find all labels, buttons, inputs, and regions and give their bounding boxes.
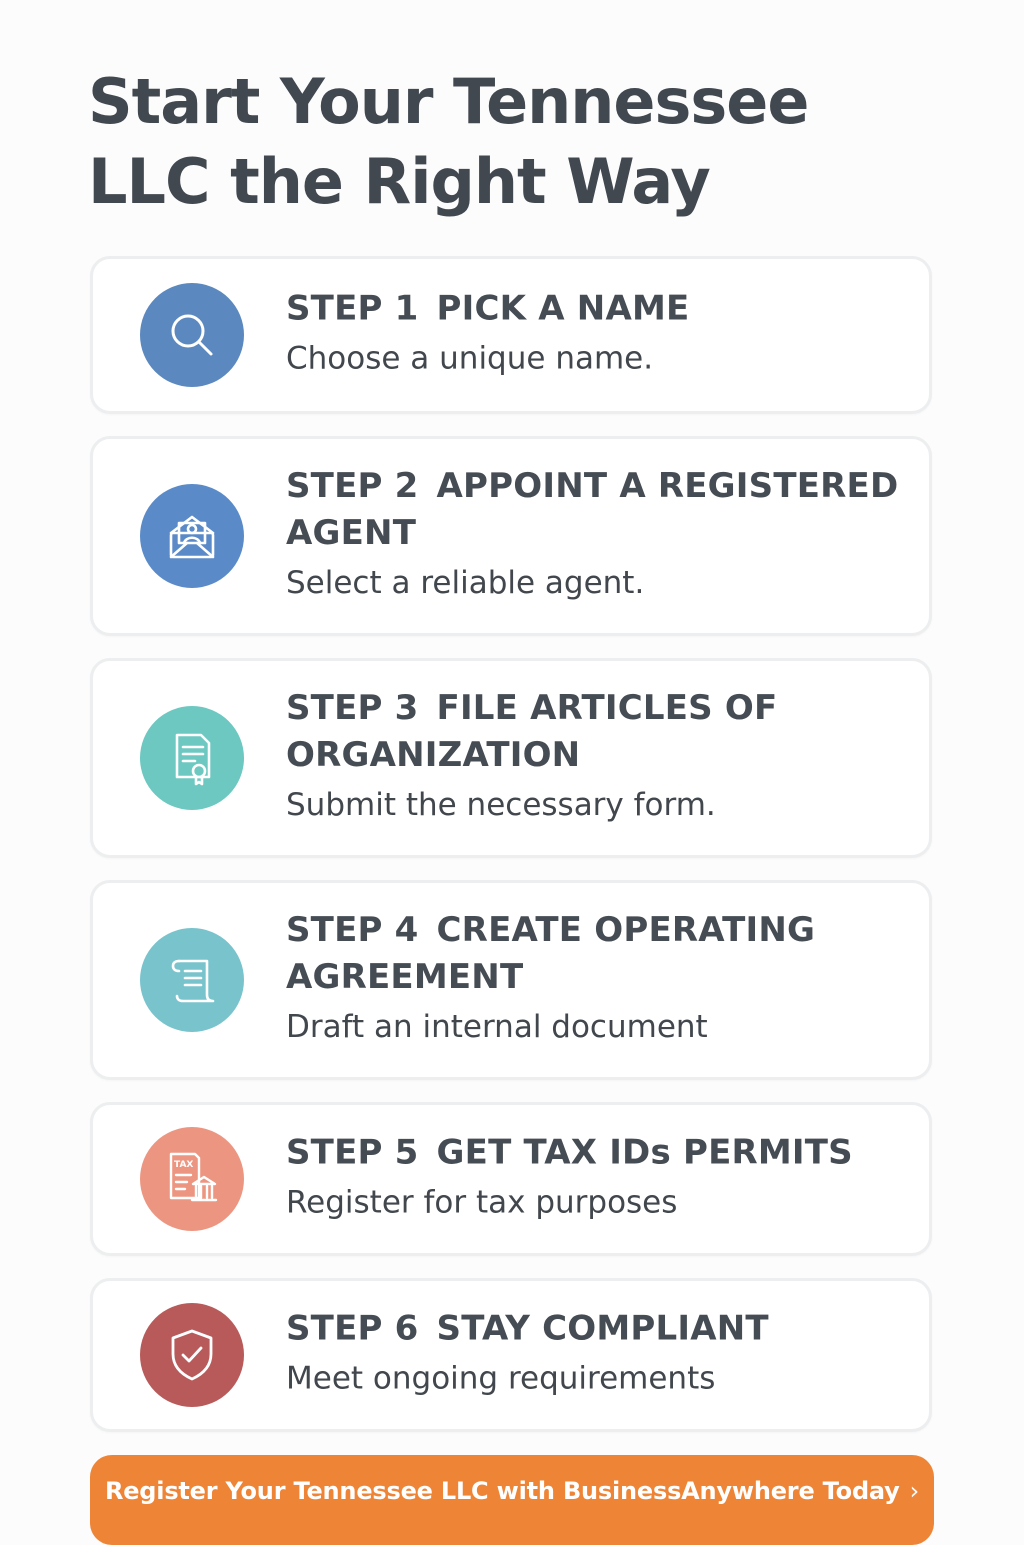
step-card-4 bbox=[90, 880, 932, 1080]
step-title: FILE ARTICLES OF ORGANIZATION bbox=[286, 688, 778, 775]
search-icon bbox=[140, 283, 244, 387]
step-title: STAY COMPLIANT bbox=[436, 1308, 769, 1349]
step-number: STEP 1 bbox=[286, 288, 419, 329]
step-card-6 bbox=[90, 1278, 932, 1432]
step-description: Choose a unique name. bbox=[286, 340, 654, 377]
step-title: GET TAX IDs PERMITS bbox=[436, 1132, 853, 1173]
step-heading bbox=[286, 907, 899, 1001]
svg-text:TAX: TAX bbox=[174, 1160, 194, 1170]
step-description: Meet ongoing requirements bbox=[286, 1360, 716, 1397]
step-card-2 bbox=[90, 436, 932, 636]
step-description: Register for tax purposes bbox=[286, 1184, 678, 1221]
step-heading bbox=[286, 1306, 899, 1353]
step-heading bbox=[286, 286, 899, 333]
tax-building-icon bbox=[140, 1127, 244, 1231]
shield-check-icon bbox=[140, 1303, 244, 1407]
step-card-1 bbox=[90, 256, 932, 414]
step-heading bbox=[286, 685, 899, 779]
step-number: STEP 2 bbox=[286, 466, 419, 506]
register-llc-button[interactable] bbox=[90, 1455, 934, 1545]
step-description: Draft an internal document bbox=[286, 1009, 708, 1045]
page-title: Start Your Tennessee LLC the Right Way bbox=[88, 65, 809, 218]
step-heading bbox=[286, 1130, 899, 1177]
register-llc-label: Register Your Tennessee LLC with BusinessAnywhere Today bbox=[104, 1477, 900, 1505]
step-card-5 bbox=[90, 1102, 932, 1256]
step-title: PICK A NAME bbox=[436, 288, 690, 329]
step-card-3 bbox=[90, 658, 932, 858]
step-title: CREATE OPERATING AGREEMENT bbox=[286, 910, 816, 997]
step-description: Submit the necessary form. bbox=[286, 787, 716, 823]
scroll-icon bbox=[140, 928, 244, 1032]
step-title: APPOINT A REGISTERED AGENT bbox=[286, 466, 899, 553]
step-number: STEP 5 bbox=[286, 1132, 419, 1173]
certificate-icon bbox=[140, 706, 244, 810]
step-number: STEP 6 bbox=[286, 1308, 419, 1349]
step-heading bbox=[286, 463, 899, 557]
step-number: STEP 3 bbox=[286, 688, 419, 728]
step-number: STEP 4 bbox=[286, 910, 419, 950]
mail-agent-icon bbox=[140, 484, 244, 588]
step-description: Select a reliable agent. bbox=[286, 565, 645, 601]
chevron-right-icon: › bbox=[909, 1477, 920, 1505]
